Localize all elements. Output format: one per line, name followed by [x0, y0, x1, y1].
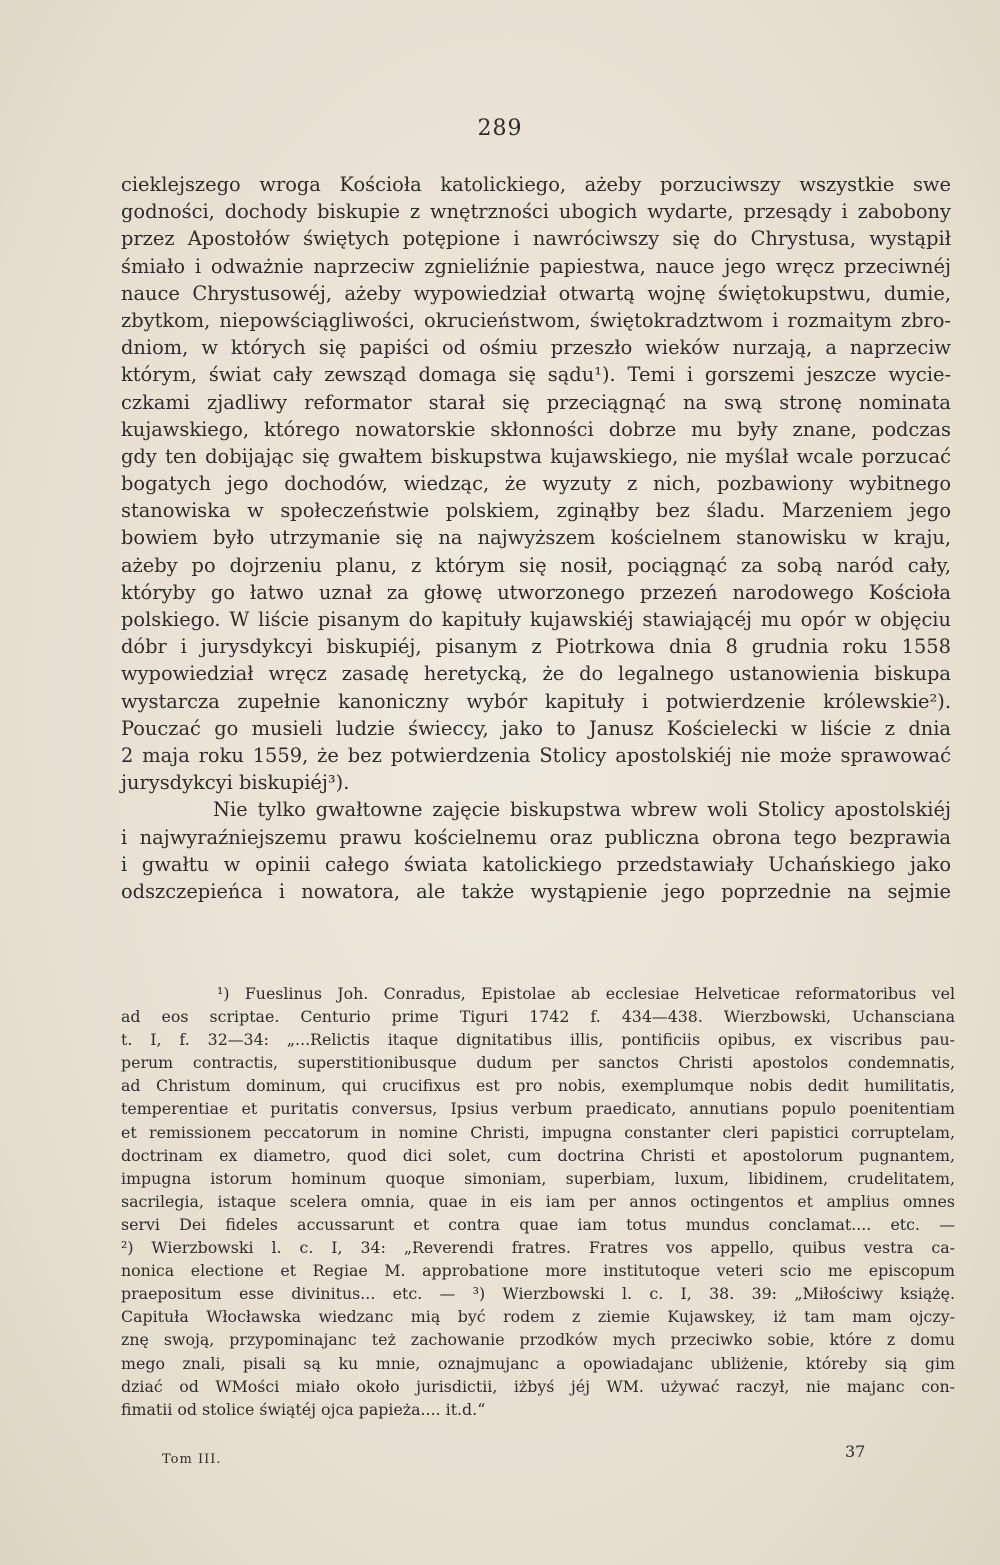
footnote-line: t. I, f. 32—34: „...Relictis itaque dignitatibus illis, pontificiis opibus, ex viscribus pau-	[121, 1030, 955, 1050]
volume-label: Tom III.	[162, 1452, 222, 1467]
page-number: 289	[477, 116, 523, 141]
text-line: nauce Chrystusowéj, ażeby wypowiedział otwartą wojnę świętokupstwu, dumie,	[121, 281, 951, 305]
footnote-line: Capituła Włocławska wiedzanc mią być rodem z ziemie Kujawskey, iż tam mam ojczy-	[121, 1307, 955, 1327]
footnote-line: et remissionem peccatorum in nomine Christi, impugna constanter cleri papistici corruptelam,	[121, 1122, 955, 1142]
text-line: dniom, w których się papiści od ośmiu przeszło wieków nurzają, a naprzeciw	[121, 336, 951, 360]
text-line: kujawskiego, którego nowatorskie skłonności dobrze mu były znane, podczas	[121, 417, 951, 441]
footnote-line: mego znali, pisali są ku mnie, oznajmujanc a opowiadajanc ubliżenie, któreby sią gim	[121, 1353, 955, 1373]
text-line: zbytkom, niepowściągliwości, okrucieństwom, świętokradztwom i rozmaitym zbro-	[121, 308, 951, 332]
text-line: wypowiedział wręcz zasadę heretycką, że do legalnego ustanowienia biskupa	[121, 662, 951, 686]
footnote-line: perum contractis, superstitionibusque dudum per sanctos Christi apostolos condemnatis,	[121, 1053, 955, 1073]
main-text	[121, 171, 951, 905]
footnote-line: ²) Wierzbowski l. c. I, 34: „Reverendi fratres. Fratres vos appello, quibus vestra ca-	[121, 1238, 955, 1258]
footnote-line: ¹) Fueslinus Joh. Conradus, Epistolae ab ecclesiae Helveticae reformatoribus vel	[217, 984, 955, 1003]
text-line: odszczepieńca i nowatora, ale także wystąpienie jego poprzednie na sejmie	[121, 879, 951, 903]
text-line: polskiego. W liście pisanym do kapituły kujawskiéj stawiającéj mu opór w objęciu	[121, 608, 951, 631]
signature-mark: 37	[845, 1442, 866, 1461]
footnote-line: sacrilegia, istaque scelera omnia, quae in eis iam per annos octingentos et amplius omnes	[121, 1191, 955, 1211]
text-line: przez Apostołów świętych potępione i nawróciwszy się do Chrystusa, wystąpił	[121, 227, 951, 251]
footnotes	[121, 982, 955, 1421]
text-line: godności, dochody biskupie z wnętrzności ubogich wydarte, przesądy i zabobony	[121, 200, 951, 224]
text-line: stanowiska w społeczeństwie polskiem, zginąłby bez śladu. Marzeniem jego	[121, 499, 951, 523]
footnote-line: temperentiae et puritatis conversus, Ipsius verbum praedicato, annutians populo poenitentiam	[121, 1099, 955, 1119]
text-line: i najwyraźniejszemu prawu kościelnemu oraz publiczna obrona tego bezprawia	[121, 825, 951, 849]
text-line: bowiem było utrzymanie się na najwyższem kościelnem stanowisku w kraju,	[121, 526, 951, 550]
footnote-line: dziać od WMości miało około jurisdictii, iżbyś jéj WM. używać raczył, nie majanc con-	[121, 1376, 955, 1396]
text-line: któryby go łatwo uznał za głowę utworzonego przezeń narodowego Kościoła	[121, 580, 951, 604]
text-line: 2 maja roku 1559, że bez potwierdzenia Stolicy apostolskiéj nie może sprawować	[121, 743, 951, 767]
text-line: jurysdykcyi biskupiéj³).	[121, 771, 350, 795]
text-line: bogatych jego dochodów, wiedząc, że wyzuty z nich, pozbawiony wybitnego	[121, 472, 951, 496]
footnote-line: nonica electione et Regiae M. approbatione more institutoque veteri scio me episcopum	[121, 1261, 955, 1281]
footnote-line: ad Christum dominum, qui crucifixus est pro nobis, exemplumque nobis dedit humilitatis,	[121, 1076, 955, 1096]
text-line: czkami zjadliwy reformator starał się przeciągnąć na swą stronę nominata	[121, 390, 951, 414]
text-line: którym, świat cały zewsząd domaga się sądu¹). Temi i gorszemi jeszcze wycie-	[121, 363, 951, 387]
footnote-line: impugna istorum hominum quoque simoniam, superbiam, luxum, libidinem, crudelitatem,	[121, 1168, 955, 1188]
footnote-line: praepositum esse divinitus... etc. — ³) Wierzbowski l. c. I, 38. 39: „Miłościwy książę.	[121, 1284, 955, 1304]
text-line: cieklejszego wroga Kościoła katolickiego, ażeby porzuciwszy wszystkie swe	[121, 173, 951, 196]
text-line: wystarcza zupełnie kanoniczny wybór kapituły i potwierdzenie królewskie²).	[121, 689, 951, 713]
footnote-line: doctrinam ex diametro, quod dici solet, cum doctrina Christi et apostolorum pugnantem,	[121, 1145, 955, 1165]
text-line: Pouczać go musieli ludzie świeccy, jako to Janusz Kościelecki w liście z dnia	[121, 716, 951, 740]
footnote-line: fimatii od stolice świątéj ojca papieża.... it.d.“	[121, 1399, 486, 1419]
footnote-line: znę swoją, przypominajanc też zachowanie przodków mych przeciwko sobie, które z domu	[121, 1330, 955, 1350]
footnote-line: ad eos scriptae. Centurio prime Tiguri 1742 f. 434—438. Wierzbowski, Uchansciana	[121, 1007, 955, 1027]
text-line: ażeby po dojrzeniu planu, z którym się nosił, pociągnąć za sobą naród cały,	[121, 553, 951, 577]
text-line: dóbr i jurysdykcyi biskupiéj, pisanym z Piotrkowa dnia 8 grudnia roku 1558	[121, 635, 951, 659]
text-line: gdy ten dobijając się gwałtem biskupstwa kujawskiego, nie myślał wcale porzucać	[121, 444, 951, 468]
text-line: Nie tylko gwałtowne zajęcie biskupstwa wbrew woli Stolicy apostolskiéj	[213, 798, 951, 822]
text-line: i gwałtu w opinii całego świata katolickiego przedstawiały Uchańskiego jako	[121, 852, 951, 876]
footnote-line: servi Dei fideles accussarunt et contra quae iam totus mundus conclamat.... etc. —	[121, 1214, 955, 1234]
text-line: śmiało i odważnie naprzeciw zgnieliźnie papiestwa, nauce jego wręcz przeciwnéj	[121, 254, 951, 278]
